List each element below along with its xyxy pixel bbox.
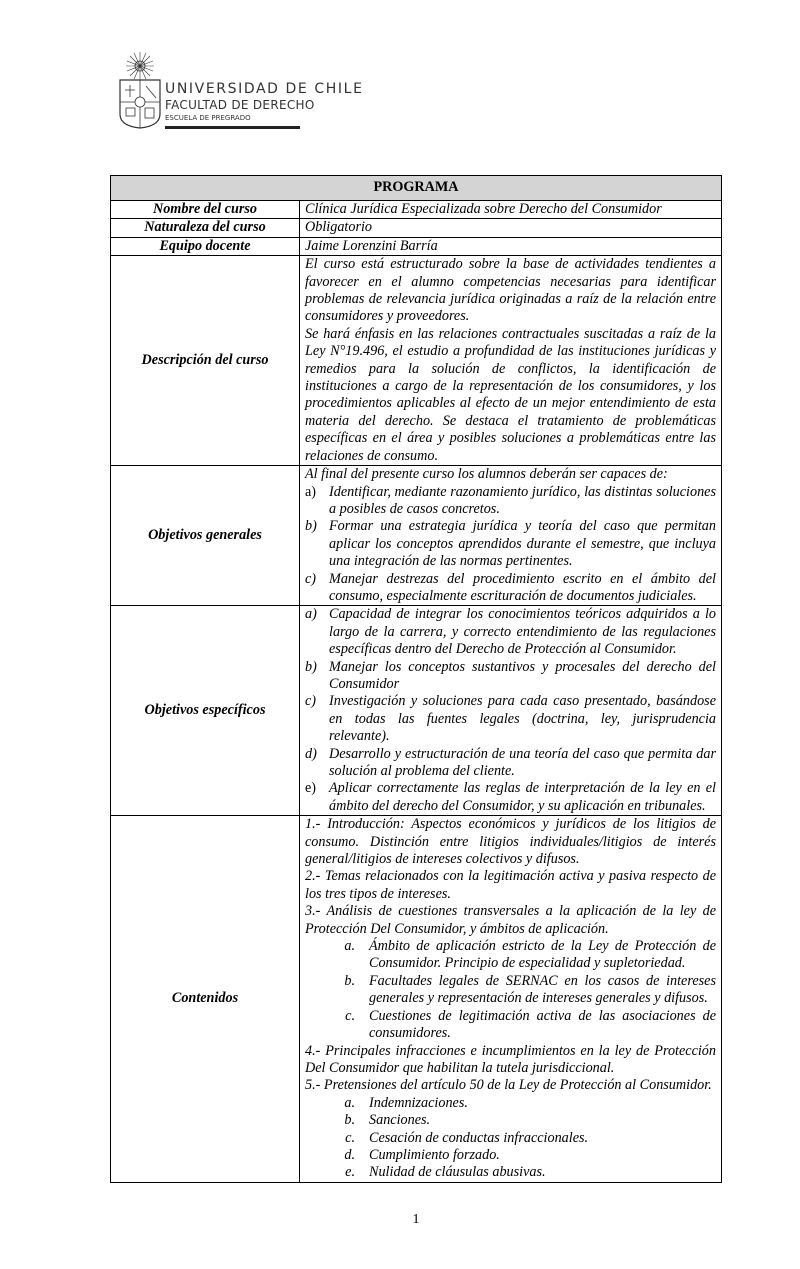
list-marker: b. xyxy=(344,1112,355,1129)
row-label: Objetivos específicos xyxy=(111,606,300,816)
list-item xyxy=(305,571,716,606)
general-objectives-cell xyxy=(300,466,722,606)
row-label: Contenidos xyxy=(111,816,300,1183)
row-label: Equipo docente xyxy=(111,237,300,255)
list-marker: d) xyxy=(305,745,317,762)
list-text: Desarrollo y estructuración de una teoría del caso que permita dar solución al problema del cliente. xyxy=(329,745,716,779)
list-item xyxy=(305,659,716,694)
list-text: Cesación de conductas infraccionales. xyxy=(369,1129,589,1146)
row-value: Jaime Lorenzini Barría xyxy=(300,237,722,255)
list-item xyxy=(305,1095,716,1112)
list-text: Aplicar correctamente las reglas de interpretación de la ley en el ámbito del derecho del Consumidor, y su aplicación en tribunales. xyxy=(329,780,716,814)
paragraph: El curso está estructurado sobre la base de actividades tendientes a favorecer en el alumno competencias necesarias para identificar problemas de relevancia jurídica originadas a raíz de la relación entre consumidores y proveedores. xyxy=(305,256,716,325)
row-label: Naturaleza del curso xyxy=(111,219,300,237)
list-item xyxy=(305,973,716,1008)
list-marker: a. xyxy=(344,1094,355,1111)
list-item xyxy=(305,484,716,519)
list-text: Manejar los conceptos sustantivos y procesales del derecho del Consumidor xyxy=(329,658,716,692)
paragraph: 4.- Principales infracciones e incumplimientos en la ley de Protección Del Consumidor que habilitan la tutela jurisdiccional. xyxy=(305,1042,716,1076)
list-marker: b. xyxy=(344,972,355,989)
list-text: Ámbito de aplicación estricto de la Ley de Protección de Consumidor. Principio de especialidad y supletoriedad. xyxy=(369,938,716,972)
table-row xyxy=(111,237,722,255)
paragraph: 3.- Análisis de cuestiones transversales a la aplicación de la ley de Protección Del Consumidor, y ámbitos de aplicación. xyxy=(305,903,716,937)
faculty-name: FACULTAD DE DERECHO xyxy=(165,98,315,112)
list-item xyxy=(305,1130,716,1147)
school-name: ESCUELA DE PREGRADO xyxy=(165,114,251,122)
list-marker: c. xyxy=(345,1129,355,1146)
list-text: Manejar destrezas del procedimiento escrito en el ámbito del consumo, especialmente escrituración de documentos judiciales. xyxy=(329,570,716,604)
row-value: Obligatorio xyxy=(300,219,722,237)
list-text: Nulidad de cláusulas abusivas. xyxy=(369,1164,546,1181)
contents-cell xyxy=(300,816,722,1183)
table-row xyxy=(111,256,722,466)
paragraph: 2.- Temas relacionados con la legitimación activa y pasiva respecto de los tres tipos de intereses. xyxy=(305,868,716,902)
paragraph: 1.- Introducción: Aspectos económicos y jurídicos de los litigios de consumo. Distinción entre litigios individuales/litigios de interés general/litigios de intereses colectivos y difusos. xyxy=(305,816,716,868)
list-marker: b) xyxy=(305,518,317,535)
list-marker: a) xyxy=(305,483,317,500)
list-marker: a. xyxy=(344,938,355,955)
table-row xyxy=(111,466,722,606)
list-item xyxy=(305,606,716,658)
list-text: Identificar, mediante razonamiento jurídico, las distintas soluciones a posibles de casos concretos. xyxy=(329,483,716,517)
list-item xyxy=(305,746,716,781)
table-row xyxy=(111,201,722,219)
row-label: Nombre del curso xyxy=(111,201,300,219)
list-text: Investigación y soluciones para cada caso presentado, basándose en todas las fuentes legales (doctrina, ley, jurisprudencia relevante). xyxy=(329,693,716,745)
list-marker: c) xyxy=(305,570,317,587)
list-text: Cuestiones de legitimación activa de las asociaciones de consumidores. xyxy=(369,1007,716,1042)
list-item xyxy=(305,518,716,570)
list-item xyxy=(305,1112,716,1129)
table-row xyxy=(111,606,722,816)
paragraph: 5.- Pretensiones del artículo 50 de la Ley de Protección al Consumidor. xyxy=(305,1077,712,1094)
row-value: Clínica Jurídica Especializada sobre Derecho del Consumidor xyxy=(300,201,722,219)
list-item xyxy=(305,1164,716,1181)
list-marker: c. xyxy=(345,1007,355,1024)
row-label: Objetivos generales xyxy=(111,466,300,606)
list-marker: e. xyxy=(345,1164,355,1181)
list-text: Cumplimiento forzado. xyxy=(369,1146,500,1163)
list-text: Facultades legales de SERNAC en los casos de intereses generales y representación de intereses generales y difusos. xyxy=(369,972,716,1007)
list-text: Formar una estrategia jurídica y teoría del caso que permitan aplicar los conceptos aprendidos durante el semestre, que incluya una integración de las normas pertinentes. xyxy=(329,518,716,570)
list-text: Indemnizaciones. xyxy=(369,1094,468,1111)
list-item xyxy=(305,693,716,745)
university-name: UNIVERSIDAD DE CHILE xyxy=(165,81,364,97)
table-title: PROGRAMA xyxy=(111,176,722,201)
list-marker: b) xyxy=(305,658,317,675)
intro-text: Al final del presente curso los alumnos deberán ser capaces de: xyxy=(305,466,668,483)
list-marker: e) xyxy=(305,780,317,797)
list-marker: a) xyxy=(305,606,317,623)
list-marker: d. xyxy=(344,1146,355,1163)
page-number: 1 xyxy=(412,1211,420,1227)
row-label: Descripción del curso xyxy=(111,256,300,466)
description-cell xyxy=(300,256,722,466)
list-text: Capacidad de integrar los conocimientos teóricos adquiridos a lo largo de la carrera, y correcto entendimiento de las regulaciones específicas dentro del Derecho de Protección al Consumidor. xyxy=(329,606,716,658)
list-item xyxy=(305,1147,716,1164)
list-item xyxy=(305,780,716,815)
list-marker: c) xyxy=(305,693,317,710)
table-row xyxy=(111,219,722,237)
list-item xyxy=(305,1008,716,1043)
table-row xyxy=(111,816,722,1183)
list-text: Sanciones. xyxy=(369,1112,431,1129)
program-table xyxy=(110,175,722,1183)
list-item xyxy=(305,938,716,973)
paragraph: Se hará énfasis en las relaciones contractuales suscitadas a raíz de la Ley N°19.496, el estudio a profundidad de las instituciones jurídicas y remedios para la solución de conflictos, la identificación de instituciones a cargo de la representación de los consumidores, y los procedimientos aplicables al efecto de un mejor entendimiento de esta materia del derecho. Se destaca el tratamiento de problemáticas específicas en el área y posibles soluciones a problemáticas entre las relaciones de consumo. xyxy=(305,325,716,464)
specific-objectives-cell xyxy=(300,606,722,816)
